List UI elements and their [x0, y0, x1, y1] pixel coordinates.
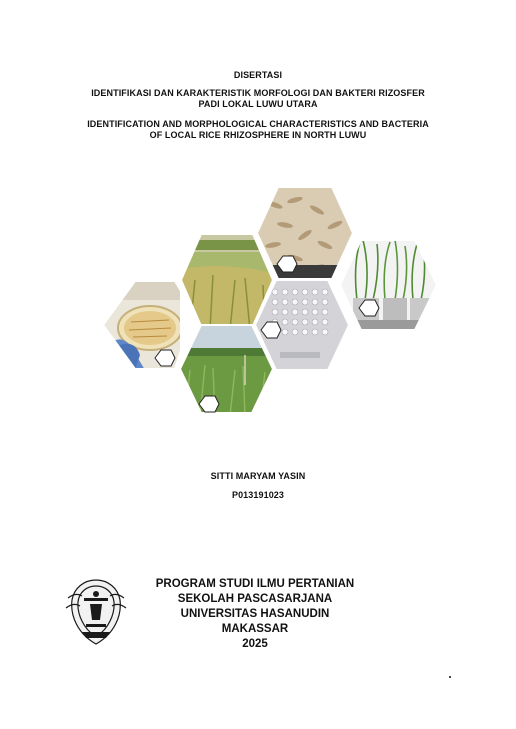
institution-university: UNIVERSITAS HASANUDIN [180, 608, 330, 620]
author-name: SITTI MARYAM YASIN [210, 471, 306, 481]
student-id: P013191023 [231, 490, 285, 500]
grain-seeds-photo [255, 185, 355, 281]
title-english-line-1: IDENTIFICATION AND MORPHOLOGICAL CHARACTERISTICS AND BACTERIA [87, 119, 429, 129]
title-english [0, 119, 516, 141]
potted-rice-plants-photo [335, 238, 440, 333]
university-emblem [62, 576, 130, 648]
hexagon-photo-collage [95, 180, 445, 425]
title-indonesian-line-1: IDENTIFIKASI DAN KARAKTERISTIK MORFOLOGI DAN BAKTERI RIZOSFER [91, 88, 425, 98]
institution-city: MAKASSAR [221, 623, 289, 635]
institution-block [150, 577, 360, 652]
institution-school: SEKOLAH PASCASARJANA [177, 593, 333, 605]
page-mark [449, 676, 451, 678]
title-indonesian-line-2: PADI LOKAL LUWU UTARA [198, 99, 318, 109]
institution-year: 2025 [242, 638, 268, 650]
document-type: DISERTASI [233, 70, 283, 80]
institution-program: PROGRAM STUDI ILMU PERTANIAN [155, 578, 355, 590]
title-indonesian [0, 88, 516, 110]
title-english-line-2: OF LOCAL RICE RHIZOSPHERE IN NORTH LUWU [149, 130, 367, 140]
